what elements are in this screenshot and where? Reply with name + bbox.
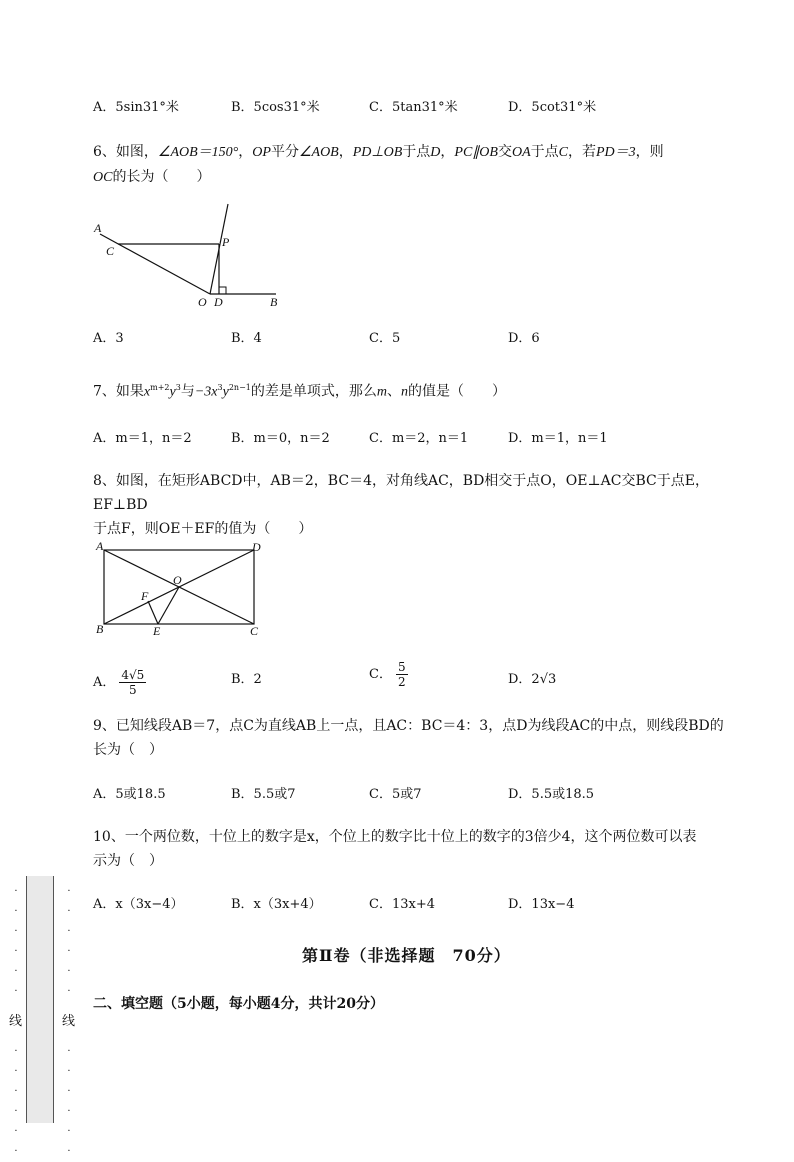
q6-option-a: A．3: [93, 331, 124, 346]
q8-option-a: A． $\frac{4√5}{5}$: [93, 668, 145, 697]
q5-option-a: A．5sin31°米: [93, 100, 179, 115]
q7-option-d: D．m＝1，n＝1: [508, 431, 608, 446]
q6-right-angle-mark: [219, 287, 226, 294]
q8-option-c: C． $\frac{5}{2}$: [369, 660, 406, 689]
q9-option-a: A．5或18.5: [93, 787, 166, 802]
q8-option-d: D．2√3: [508, 672, 557, 687]
q8-figure: [90, 538, 270, 640]
q8-label-c: C: [250, 624, 259, 638]
q8-stem: [93, 469, 753, 541]
q7-option-a: A．m＝1，n＝2: [93, 431, 192, 446]
q7-stem: 7、如果$x^{m+2}y^3$与$-3x^3y^{2n-1}$的差是单项式，那么m、n的值是（ ）: [93, 383, 506, 400]
q10-option-a: A．x（3x−4）: [93, 897, 184, 912]
q6-option-c: C．5: [369, 331, 401, 346]
q6-label-c: C: [106, 244, 115, 258]
fill-blank-heading: 二、填空题（5小题，每小题4分，共计20分）: [93, 996, 384, 1012]
q10-line1: 10、一个两位数，十位上的数字是x，个位上的数字比十位上的数字的3倍少4，这个两位数可以表: [93, 829, 697, 845]
q6-label-d: D: [214, 295, 223, 309]
q10-stem: [93, 825, 753, 873]
q6-label-p: P: [222, 235, 230, 249]
q7-option-c: C．m＝2，n＝1: [369, 431, 469, 446]
binding-line-label-right: 线: [62, 1014, 76, 1029]
q10-option-b: B．x（3x+4）: [231, 897, 322, 912]
q7-option-b: B．m＝0，n＝2: [231, 431, 330, 446]
q9-stem: [93, 714, 753, 762]
binding-line-label-left: 线: [9, 1014, 23, 1029]
q6-line1: 6、如图，∠AOB＝150°，OP平分∠AOB，PD⊥OB于点D，PC∥OB交OA于点C，若PD＝3，则: [93, 144, 664, 160]
section2-title: 第Ⅱ卷（非选择题 70分）: [302, 946, 511, 965]
q9-line1: 9、已知线段AB＝7，点C为直线AB上一点，且AC：BC＝4：3，点D为线段AC的中点，则线段BD的: [93, 718, 724, 734]
q10-option-c: C．13x+4: [369, 897, 435, 912]
q8-label-d: D: [252, 540, 261, 554]
q8-label-f: F: [141, 589, 149, 603]
q6-option-b: B．4: [231, 331, 262, 346]
binding-margin-strip: [26, 876, 54, 1123]
q9-options: [93, 785, 713, 805]
q6-label-a: A: [94, 221, 102, 235]
q8-line2: 于点F，则OE＋EF的值为（ ）: [93, 521, 313, 537]
q10-line2: 示为（ ）: [93, 853, 163, 869]
q10-options: [93, 895, 713, 915]
q8-option-b: B．2: [231, 672, 262, 687]
q6-options: [93, 329, 713, 349]
q6-option-d: D．6: [508, 331, 540, 346]
q9-line2: 长为（ ）: [93, 742, 163, 758]
q9-option-b: B．5.5或7: [231, 787, 296, 802]
q6-stem: [93, 140, 733, 190]
q7-options: [93, 429, 713, 449]
q5-option-d: D．5cot31°米: [508, 100, 597, 115]
q5-option-b: B．5cos31°米: [231, 100, 320, 115]
q10-option-d: D．13x−4: [508, 897, 575, 912]
binding-dots-right: · · · · · · · · · · · ·: [67, 886, 71, 1157]
q6-line2: OC的长为（ ）: [93, 169, 211, 185]
q6-label-b: B: [270, 295, 278, 309]
binding-dots-left: · · · · · · · · · · · ·: [14, 886, 18, 1157]
q6-ray-oa: [100, 234, 210, 294]
q6-figure: [88, 200, 288, 315]
q5-option-c: C．5tan31°米: [369, 100, 458, 115]
q6-label-o: O: [198, 295, 207, 309]
q8-label-a: A: [96, 539, 104, 553]
q9-option-c: C．5或7: [369, 787, 422, 802]
q8-options: [93, 660, 713, 696]
q8-seg-ef: [148, 601, 158, 624]
q8-label-b: B: [96, 622, 104, 636]
q5-options: [93, 98, 713, 118]
q8-label-o: O: [173, 573, 182, 587]
q9-option-d: D．5.5或18.5: [508, 787, 595, 802]
q8-line1: 8、如图，在矩形ABCD中，AB＝2，BC＝4，对角线AC，BD相交于点O，OE⊥AC交BC于点E，EF⊥BD: [93, 473, 709, 513]
q8-label-e: E: [153, 624, 161, 638]
